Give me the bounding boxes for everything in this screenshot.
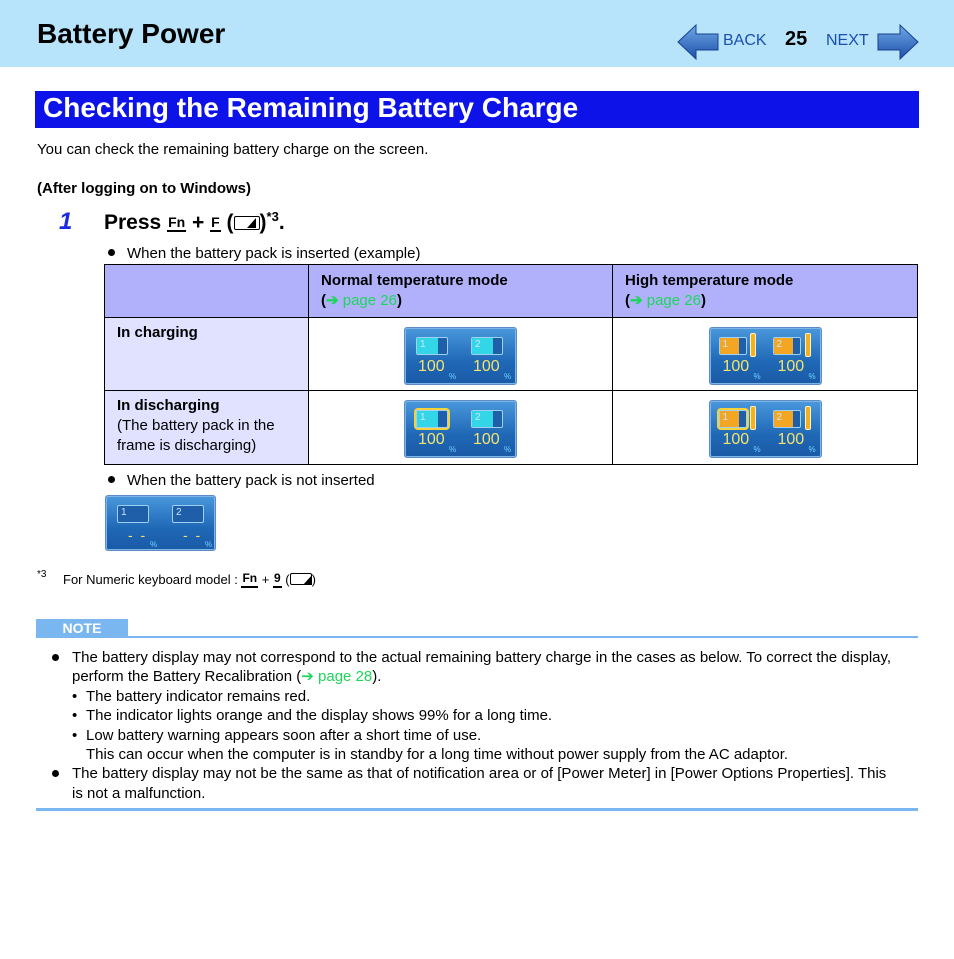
table-corner-cell [105, 265, 309, 318]
context-heading: (After logging on to Windows) [37, 180, 251, 197]
bullet-dot-icon [52, 770, 59, 777]
note-sub-3-continued: This can occur when the computer is in standby for a long time without power supply from the AC adaptor. [86, 746, 789, 764]
recalibration-link[interactable]: page 28 [318, 668, 373, 686]
battery-display-panel [404, 400, 517, 458]
battery-1-percent: 100 [418, 358, 445, 375]
nine-key-icon: 9 [273, 571, 282, 588]
bullet-dot-icon [108, 476, 115, 483]
step-open-paren: ( [226, 211, 234, 234]
footnote-ref[interactable]: *3 [266, 209, 279, 224]
note-tab: NOTE [36, 619, 128, 637]
fn-key-icon: Fn [168, 214, 186, 230]
footnote-open-paren: ( [285, 572, 290, 587]
step-period: . [278, 211, 285, 234]
battery-display-panel [709, 400, 822, 458]
row2-note: (The battery pack in the frame is discharging) [117, 417, 275, 454]
intro-text: You can check the remaining battery charge on the screen. [37, 141, 429, 158]
thermometer-icon [750, 406, 756, 430]
step-instruction [104, 209, 285, 235]
note-item-1-end: ). [372, 668, 382, 686]
bullet-dot-icon [52, 654, 59, 661]
battery-1-icon: 1 [719, 410, 747, 428]
battery-2-icon: 2 [471, 337, 503, 355]
note-item-2-text: The battery display may not be the same as that of notification area or of [Power Meter] in [Power Options Properties]. This is not a malfunction. [72, 765, 887, 802]
percent-symbol: % [449, 445, 457, 454]
bullet-inserted [108, 245, 420, 262]
thermometer-icon [805, 406, 811, 430]
note-divider-bottom [36, 808, 918, 811]
note-sub-1 [50, 687, 900, 706]
cell-discharging-high [613, 391, 918, 465]
normal-mode-link[interactable]: page 26 [342, 292, 397, 309]
battery-status-table [104, 264, 918, 465]
battery-1-icon: 1 [117, 505, 149, 523]
section-heading-bar [35, 91, 919, 128]
thermometer-icon [805, 333, 811, 357]
battery-1-percent: 100 [418, 431, 445, 448]
battery-1-percent: 100 [722, 431, 750, 448]
row2-label: In discharging [117, 397, 220, 414]
page-title: Battery Power [37, 18, 226, 49]
note-body [50, 648, 900, 803]
footnote-text: For Numeric keyboard model : [63, 572, 238, 587]
battery-2-icon: 2 [773, 337, 801, 355]
sub-bullet-icon: • [72, 726, 78, 744]
page-header [0, 0, 954, 67]
battery-2-percent: 100 [473, 431, 500, 448]
back-link[interactable]: BACK [723, 32, 767, 49]
link-arrow-icon: ➔ [301, 668, 314, 686]
page-navigation [676, 23, 920, 61]
thermometer-icon [750, 333, 756, 357]
row-header-discharging [105, 391, 309, 465]
note-sub-2-text: The indicator lights orange and the display shows 99% for a long time. [86, 707, 553, 725]
battery-key-icon [234, 216, 260, 230]
row-header-charging [105, 318, 309, 391]
note-sub-3 [50, 726, 900, 745]
link-arrow-icon: ➔ [326, 292, 339, 309]
header-high-mode: High temperature mode (➔ page 26) [613, 265, 918, 318]
f-key-icon: F [211, 214, 220, 230]
row1-label: In charging [117, 324, 198, 341]
high-mode-link[interactable]: page 26 [646, 292, 701, 309]
note-sub-3-text: Low battery warning appears soon after a short time of use. [86, 726, 482, 744]
note-item-2 [50, 764, 900, 803]
section-title: Checking the Remaining Battery Charge [43, 92, 579, 123]
footnote-close-paren: ) [311, 572, 316, 587]
next-arrow-icon[interactable] [876, 23, 920, 61]
battery-2-empty-value: - - [183, 527, 203, 543]
step-close-paren: ) [259, 211, 267, 234]
percent-symbol: % [808, 372, 816, 381]
cell-charging-high [613, 318, 918, 391]
battery-display-panel [709, 327, 822, 385]
step-plus: + [192, 211, 205, 234]
back-arrow-icon[interactable] [676, 23, 720, 61]
footnote-plus: + [261, 572, 270, 587]
high-mode-title: High temperature mode [625, 272, 794, 289]
bullet-inserted-text: When the battery pack is inserted (example) [127, 245, 421, 262]
note-sub-1-text: The battery indicator remains red. [86, 687, 311, 705]
note-item-1-text: The battery display may not correspond to the actual remaining battery charge in the cases as below. To correct the display, perform the Battery Recalibration ( [72, 649, 892, 686]
percent-symbol: % [808, 445, 816, 454]
percent-symbol: % [504, 445, 512, 454]
note-sub-2 [50, 706, 900, 725]
battery-display-empty-panel [105, 495, 216, 551]
percent-symbol: % [150, 540, 158, 549]
bullet-not-inserted [108, 472, 375, 489]
cell-discharging-normal [309, 391, 613, 465]
battery-1-icon: 1 [416, 410, 448, 428]
step-press-label: Press [104, 211, 162, 234]
battery-2-percent: 100 [473, 358, 500, 375]
note-item-1 [50, 648, 900, 687]
sub-bullet-icon: • [72, 707, 78, 725]
bullet-dot-icon [108, 249, 115, 256]
battery-1-icon: 1 [719, 337, 747, 355]
bullet-not-inserted-text: When the battery pack is not inserted [127, 472, 375, 489]
normal-mode-title: Normal temperature mode [321, 272, 508, 289]
battery-1-percent: 100 [722, 358, 750, 375]
percent-symbol: % [753, 372, 761, 381]
link-arrow-icon: ➔ [630, 292, 643, 309]
sub-bullet-icon: • [72, 687, 78, 705]
battery-2-icon: 2 [172, 505, 204, 523]
battery-1-empty-value: - - [128, 527, 148, 543]
battery-2-icon: 2 [773, 410, 801, 428]
percent-symbol: % [449, 372, 457, 381]
next-link[interactable]: NEXT [826, 32, 869, 49]
footnote-mark: *3 [37, 569, 47, 580]
cell-charging-normal [309, 318, 613, 391]
battery-key-icon [290, 573, 312, 585]
battery-display-panel [404, 327, 517, 385]
percent-symbol: % [753, 445, 761, 454]
page-number: 25 [785, 28, 808, 50]
percent-symbol: % [205, 540, 213, 549]
battery-1-icon: 1 [416, 337, 448, 355]
battery-2-percent: 100 [777, 431, 805, 448]
battery-2-percent: 100 [777, 358, 805, 375]
header-normal-mode: Normal temperature mode (➔ page 26) [309, 265, 613, 318]
step-number: 1 [59, 208, 73, 235]
battery-2-icon: 2 [471, 410, 503, 428]
fn-key-icon: Fn [241, 571, 258, 588]
percent-symbol: % [504, 372, 512, 381]
note-divider-top [36, 636, 918, 638]
